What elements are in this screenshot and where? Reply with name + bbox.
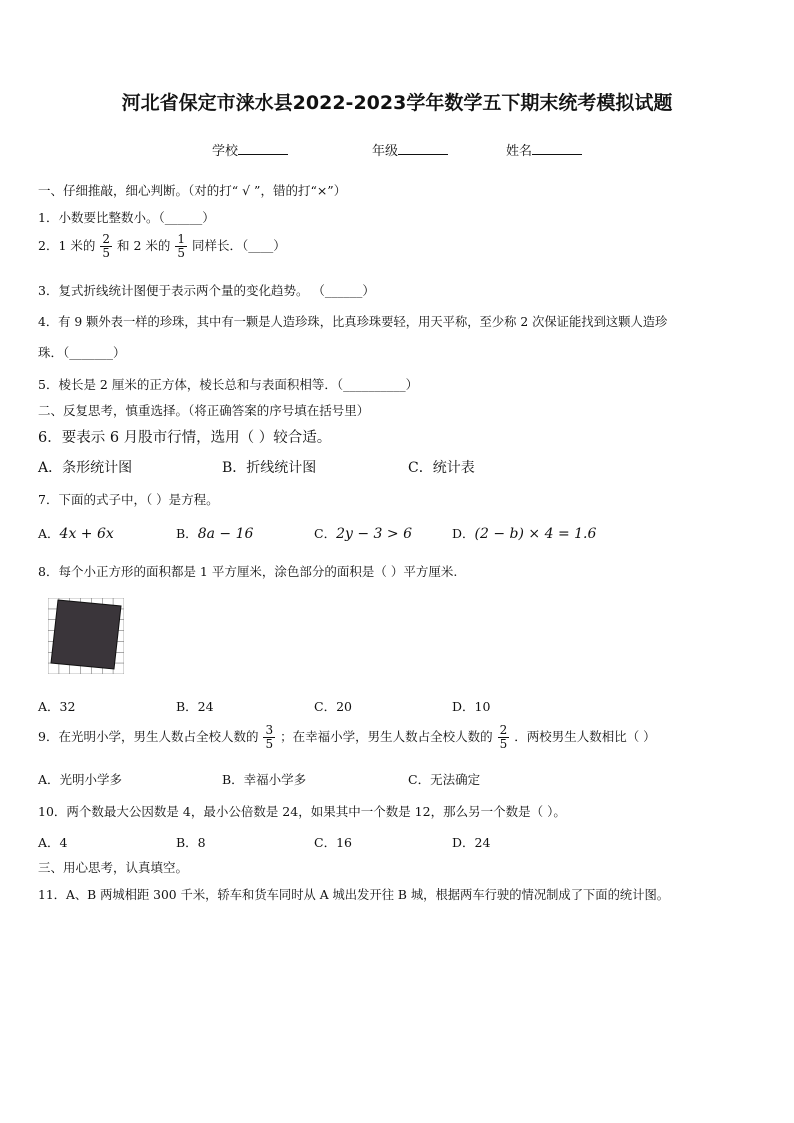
q9-option-c[interactable]: C．无法确定 — [408, 772, 481, 787]
fraction-two-fifths-b: $\frac{2}{5}$ — [499, 723, 508, 751]
q9-option-a[interactable]: A．光明小学多 — [38, 772, 123, 787]
fraction-three-fifths: $\frac{3}{5}$ — [265, 723, 274, 751]
q7-expr-b: 8a − 16 — [197, 526, 254, 542]
q8-option-a[interactable]: A．32 — [38, 699, 76, 714]
page-title: 河北省保定市涞水县2022-2023学年数学五下期末统考模拟试题 — [121, 92, 673, 114]
question-6: 6．要表示 6 月股市行情，选用（ ）较合适。 — [38, 430, 332, 446]
question-5: 5．棱长是 2 厘米的正方体，棱长总和与表面积相等．（__________） — [38, 377, 419, 392]
q9-suffix: ．两校男生人数相比（ ） — [514, 729, 656, 744]
q10-option-b[interactable]: B．8 — [176, 835, 206, 850]
question-1: 1．小数要比整数小。（______） — [38, 210, 215, 225]
question-8: 8．每个小正方形的面积都是 1 平方厘米，涂色部分的面积是（ ）平方厘米. — [38, 564, 458, 579]
school-label: 学校 — [212, 144, 239, 159]
q10-option-a[interactable]: A．4 — [38, 835, 68, 850]
q6-option-a[interactable]: A．条形统计图 — [38, 460, 133, 476]
name-field[interactable] — [506, 140, 582, 159]
section2-heading: 二、反复思考，慎重选择。（将正确答案的序号填在括号里） — [38, 403, 370, 418]
question-4-line2: 珠．（_______） — [38, 345, 126, 360]
section3-heading: 三、用心思考，认真填空。 — [38, 860, 189, 875]
q9-option-b[interactable]: B．幸福小学多 — [222, 772, 307, 787]
question-7: 7．下面的式子中，（ ）是方程。 — [38, 492, 219, 507]
fraction-one-fifth: $\frac{1}{5}$ — [177, 232, 186, 260]
shaded-tilted-square — [51, 600, 121, 669]
q7-option-c[interactable]: C．2y − 3 > 6 — [314, 526, 412, 542]
q2-prefix: 2．1 米的 — [38, 238, 96, 253]
grade-label: 年级 — [372, 144, 399, 159]
section1-heading: 一、仔细推敲，细心判断。（对的打“ √ ”，错的打“×”） — [38, 183, 347, 198]
question-4-line1: 4．有 9 颗外表一样的珍珠，其中有一颗是人造珍珠，比真珍珠要轻，用天平称，至少称 2 次保证能找到这颗人造珍 — [38, 315, 668, 329]
question-2 — [38, 233, 286, 260]
school-field[interactable] — [212, 140, 288, 159]
fraction-two-fifths: $\frac{2}{5}$ — [102, 232, 111, 260]
shaded-square-grid-figure — [48, 598, 124, 674]
q8-option-b[interactable]: B．24 — [176, 699, 214, 714]
question-3: 3．复式折线统计图便于表示两个量的变化趋势。 （______） — [38, 283, 375, 298]
grade-blank[interactable] — [398, 142, 448, 155]
q7-option-b[interactable]: B．8a − 16 — [176, 526, 254, 542]
q6-option-b[interactable]: B．折线统计图 — [222, 460, 317, 476]
q6-option-c[interactable]: C．统计表 — [408, 460, 475, 476]
q10-option-c[interactable]: C．16 — [314, 835, 352, 850]
question-10: 10．两个数最大公因数是 4，最小公倍数是 24，如果其中一个数是 12，那么另一个数是（ ）。 — [38, 804, 566, 819]
q9-middle: ；在幸福小学，男生人数占全校人数的 — [280, 729, 493, 744]
q7-expr-d: (2 − b) × 4 = 1.6 — [474, 526, 597, 542]
grade-field[interactable] — [372, 140, 448, 159]
q8-option-c[interactable]: C．20 — [314, 699, 352, 714]
name-label: 姓名 — [506, 144, 533, 159]
name-blank[interactable] — [532, 142, 582, 155]
question-9 — [38, 724, 656, 751]
q7-option-a[interactable]: A．4x + 6x — [38, 526, 114, 542]
q7-expr-a: 4x + 6x — [59, 526, 114, 542]
q8-option-d[interactable]: D．10 — [452, 699, 491, 714]
q2-middle: 和 2 米的 — [117, 238, 171, 253]
q10-option-d[interactable]: D．24 — [452, 835, 491, 850]
school-blank[interactable] — [238, 142, 288, 155]
q7-expr-c: 2y − 3 > 6 — [336, 526, 412, 542]
q9-prefix: 9．在光明小学，男生人数占全校人数的 — [38, 729, 259, 744]
q7-option-d[interactable]: D．(2 − b) × 4 = 1.6 — [452, 526, 597, 542]
question-11: 11．A、B 两城相距 300 千米，轿车和货车同时从 A 城出发开往 B 城，根据两车行驶的情况制成了下面的统计图。 — [38, 888, 670, 902]
q2-suffix: 同样长．（____） — [192, 238, 286, 253]
